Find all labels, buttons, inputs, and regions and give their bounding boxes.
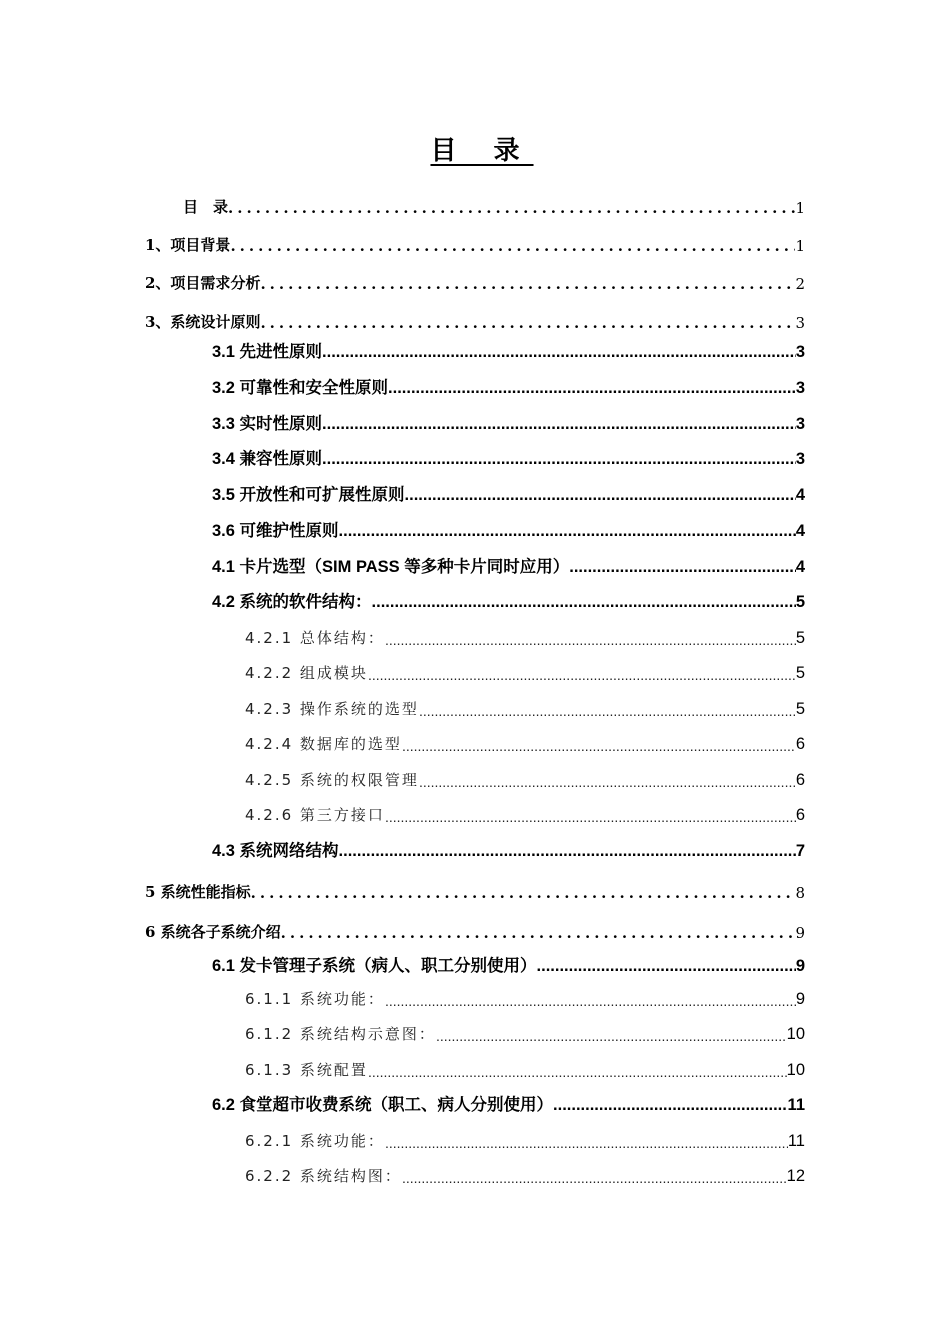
toc-entry-label: 2、项目需求分析 bbox=[145, 274, 261, 292]
toc-entry-label: 1、项目背景 bbox=[145, 236, 231, 254]
dot-leader bbox=[419, 774, 796, 790]
toc-entry-page: 9 bbox=[795, 924, 805, 942]
toc-entry[interactable] bbox=[145, 880, 805, 902]
toc-entry-page: 3 bbox=[795, 450, 805, 468]
toc-entry-page: 3 bbox=[795, 314, 805, 332]
dot-leader bbox=[228, 199, 795, 217]
toc-entry[interactable] bbox=[145, 310, 805, 332]
toc-entry-label: 目 录 bbox=[183, 198, 229, 216]
toc-entry-page: 10 bbox=[786, 1061, 805, 1079]
dot-leader bbox=[419, 703, 796, 719]
toc-entry-label: 3.2 可靠性和安全性原则 bbox=[212, 379, 389, 397]
toc-entry-page: 11 bbox=[787, 1132, 805, 1150]
dot-leader bbox=[368, 667, 796, 683]
toc-entry-page: 3 bbox=[795, 343, 805, 361]
dot-leader bbox=[339, 842, 796, 861]
dot-leader bbox=[553, 1096, 788, 1115]
dot-leader bbox=[537, 957, 796, 976]
toc-entry-label: 4.2.5 系统的权限管理 bbox=[245, 771, 419, 789]
toc-entry[interactable] bbox=[212, 839, 805, 861]
dot-leader bbox=[569, 558, 796, 577]
toc-entry[interactable] bbox=[245, 697, 805, 719]
dot-leader bbox=[388, 379, 796, 398]
toc-entry[interactable] bbox=[145, 233, 805, 255]
toc-entry-page: 3 bbox=[795, 379, 805, 397]
toc-entry-label: 4.2.1 总体结构： bbox=[245, 629, 385, 647]
dot-leader bbox=[402, 738, 796, 754]
toc-entry-page: 1 bbox=[795, 237, 805, 255]
toc-entry[interactable] bbox=[245, 768, 805, 790]
toc-entry-page: 5 bbox=[795, 700, 805, 718]
dot-leader bbox=[385, 1135, 788, 1151]
dot-leader bbox=[436, 1028, 787, 1044]
dot-leader bbox=[230, 237, 795, 255]
dot-leader bbox=[372, 593, 796, 612]
toc-entry-page: 9 bbox=[795, 990, 805, 1008]
toc-entry-label: 3、系统设计原则 bbox=[145, 313, 261, 331]
toc-entry-page: 11 bbox=[787, 1096, 805, 1114]
toc-entry-label: 4.2.6 第三方接口 bbox=[245, 806, 385, 824]
toc-entry-label: 6.1 发卡管理子系统（病人、职工分别使用） bbox=[212, 957, 537, 975]
dot-leader bbox=[322, 415, 796, 434]
toc-entry[interactable] bbox=[245, 1129, 805, 1151]
toc-entry-page: 9 bbox=[795, 957, 805, 975]
toc-entry-page: 4 bbox=[795, 522, 805, 540]
toc-entry[interactable] bbox=[212, 519, 805, 541]
toc-entry[interactable] bbox=[245, 803, 805, 825]
toc-entry-page: 6 bbox=[795, 771, 805, 789]
toc-entry-label: 6.2.2 系统结构图： bbox=[245, 1167, 402, 1185]
toc-entry[interactable] bbox=[245, 732, 805, 754]
dot-leader bbox=[251, 884, 796, 902]
toc-entry[interactable] bbox=[245, 661, 805, 683]
toc-entry[interactable] bbox=[212, 412, 805, 434]
toc-entry-page: 12 bbox=[786, 1167, 805, 1185]
toc-entry-label: 4.3 系统网络结构 bbox=[212, 842, 339, 860]
toc-entry-label: 6.2.1 系统功能： bbox=[245, 1132, 385, 1150]
dot-leader bbox=[405, 486, 796, 505]
toc-entry-page: 3 bbox=[795, 415, 805, 433]
toc-entry[interactable] bbox=[212, 954, 805, 976]
dot-leader bbox=[368, 1064, 787, 1080]
dot-leader bbox=[385, 993, 796, 1009]
toc-entry-page: 8 bbox=[795, 884, 805, 902]
toc-entry-label: 6.1.2 系统结构示意图： bbox=[245, 1025, 436, 1043]
toc-entry-page: 7 bbox=[795, 842, 805, 860]
dot-leader bbox=[402, 1170, 787, 1186]
toc-entry-page: 5 bbox=[795, 664, 805, 682]
toc-entry-label: 4.1 卡片选型（SIM PASS 等多种卡片同时应用） bbox=[212, 558, 570, 576]
toc-entry-label: 4.2.3 操作系统的选型 bbox=[245, 700, 419, 718]
dot-leader bbox=[339, 522, 796, 541]
toc-entry[interactable] bbox=[212, 483, 805, 505]
toc-entry-label: 6 系统各子系统介绍 bbox=[145, 923, 281, 941]
toc-entry-page: 4 bbox=[795, 486, 805, 504]
toc-entry-label: 6.1.1 系统功能： bbox=[245, 990, 385, 1008]
toc-entry-label: 3.1 先进性原则 bbox=[212, 343, 323, 361]
toc-entry[interactable] bbox=[145, 271, 805, 293]
page-title: 目 录 bbox=[430, 136, 534, 166]
dot-leader bbox=[322, 450, 796, 469]
toc-entry[interactable] bbox=[212, 447, 805, 469]
toc-entry[interactable] bbox=[145, 920, 805, 942]
toc-entry-label: 3.5 开放性和可扩展性原则 bbox=[212, 486, 405, 504]
toc-entry[interactable] bbox=[212, 1093, 805, 1115]
toc-entry[interactable] bbox=[245, 1022, 805, 1044]
dot-leader bbox=[281, 924, 796, 942]
toc-entry-label: 6.2 食堂超市收费系统（职工、病人分别使用） bbox=[212, 1096, 554, 1114]
dot-leader bbox=[322, 343, 796, 362]
toc-entry[interactable] bbox=[212, 376, 805, 398]
toc-entry-label: 5 系统性能指标 bbox=[145, 883, 251, 901]
toc-entry-label: 3.4 兼容性原则 bbox=[212, 450, 323, 468]
toc-entry[interactable] bbox=[212, 590, 805, 612]
toc-entry-label: 4.2.2 组成模块 bbox=[245, 664, 368, 682]
toc-entry-label: 3.3 实时性原则 bbox=[212, 415, 323, 433]
toc-entry[interactable] bbox=[245, 1164, 805, 1186]
toc-entry[interactable] bbox=[183, 195, 805, 217]
toc-entry[interactable] bbox=[245, 626, 805, 648]
toc-entry-page: 6 bbox=[795, 806, 805, 824]
toc-entry-page: 6 bbox=[795, 735, 805, 753]
toc-entry-page: 10 bbox=[786, 1025, 805, 1043]
toc-entry-page: 2 bbox=[795, 275, 805, 293]
dot-leader bbox=[260, 314, 795, 332]
toc-entry-page: 1 bbox=[795, 199, 805, 217]
toc-entry-page: 5 bbox=[795, 593, 805, 611]
toc-entry-label: 4.2.4 数据库的选型 bbox=[245, 735, 402, 753]
toc-entry-page: 5 bbox=[795, 629, 805, 647]
toc-entry[interactable] bbox=[212, 340, 805, 362]
toc-entry-label: 4.2 系统的软件结构： bbox=[212, 593, 372, 611]
dot-leader bbox=[260, 275, 795, 293]
dot-leader bbox=[385, 632, 796, 648]
toc-entry[interactable] bbox=[212, 555, 805, 577]
toc-entry-page: 4 bbox=[795, 558, 805, 576]
toc-entry-label: 6.1.3 系统配置 bbox=[245, 1061, 368, 1079]
dot-leader bbox=[385, 809, 796, 825]
toc-entry-label: 3.6 可维护性原则 bbox=[212, 522, 339, 540]
toc-entry[interactable] bbox=[245, 1058, 805, 1080]
toc-entry[interactable] bbox=[245, 987, 805, 1009]
